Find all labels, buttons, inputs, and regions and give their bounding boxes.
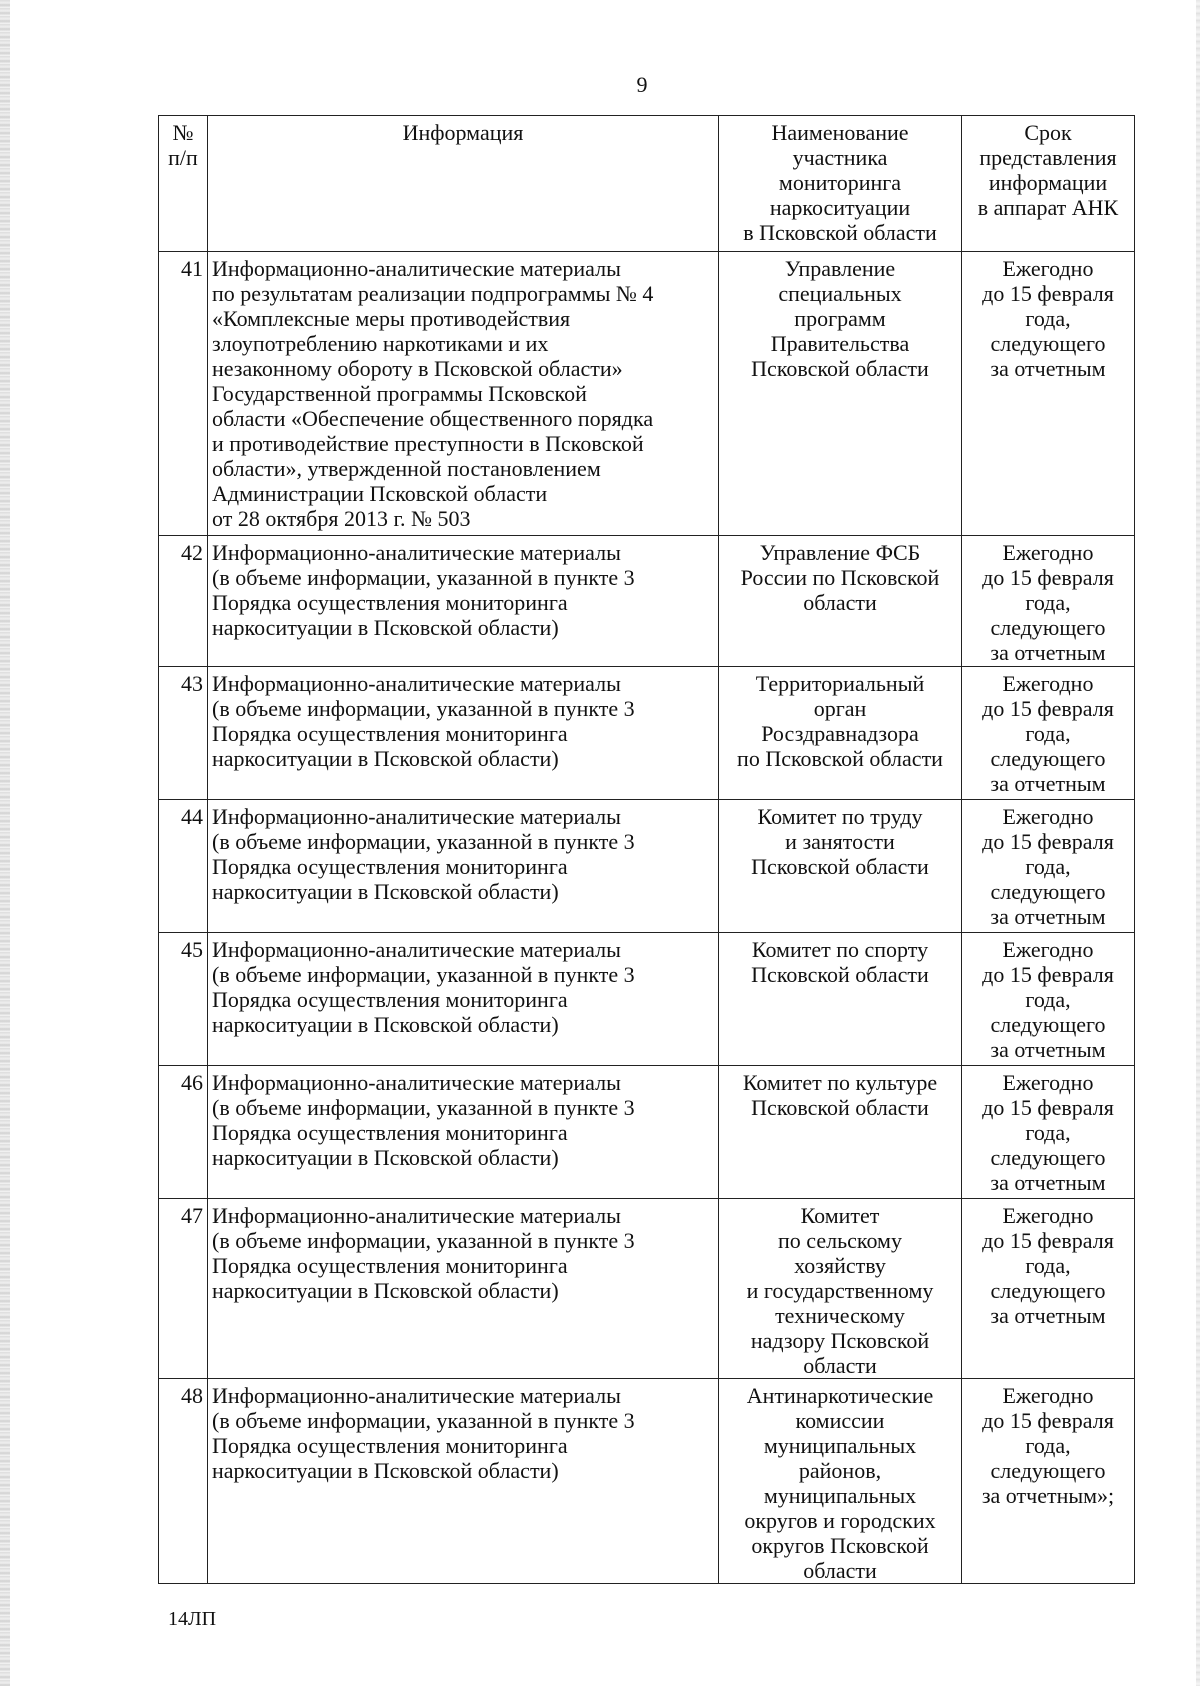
row-term: Ежегодно до 15 февраля года, следующего за отчетным bbox=[962, 1066, 1135, 1199]
row-info: Информационно-аналитические материалы (в объеме информации, указанной в пункте 3 Порядка осуществления мониторинга наркоситуации в Псковской области) bbox=[208, 667, 719, 800]
row-num: 41 bbox=[159, 252, 208, 536]
row-term: Ежегодно до 15 февраля года, следующего за отчетным bbox=[962, 1199, 1135, 1379]
row-num: 42 bbox=[159, 536, 208, 667]
row-term: Ежегодно до 15 февраля года, следующего за отчетным»; bbox=[962, 1379, 1135, 1584]
row-participant: Территориальный орган Росздравнадзора по Псковской области bbox=[719, 667, 962, 800]
row-term: Ежегодно до 15 февраля года, следующего за отчетным bbox=[962, 536, 1135, 667]
row-num: 45 bbox=[159, 933, 208, 1066]
row-info: Информационно-аналитические материалы (в объеме информации, указанной в пункте 3 Порядка осуществления мониторинга наркоситуации в Псковской области) bbox=[208, 933, 719, 1066]
table-row bbox=[159, 1379, 1135, 1584]
table-row bbox=[159, 252, 1135, 536]
footer-code: 14ЛП bbox=[168, 1608, 217, 1630]
row-participant: Комитет по сельскому хозяйству и государственному техническому надзору Псковской области bbox=[719, 1199, 962, 1379]
table-row bbox=[159, 1199, 1135, 1379]
row-info: Информационно-аналитические материалы (в объеме информации, указанной в пункте 3 Порядка осуществления мониторинга наркоситуации в Псковской области) bbox=[208, 1199, 719, 1379]
table-row bbox=[159, 667, 1135, 800]
row-info: Информационно-аналитические материалы по результатам реализации подпрограммы № 4 «Комплексные меры противодействия злоупотреблению наркотиками и их незаконному обороту в Псковской области» Государственной программы Псковской области «Обеспечение общественного порядка и противодействие преступности в Псковской области», утвержденной постановлением Администрации Псковской области от 28 октября 2013 г. № 503 bbox=[208, 252, 719, 536]
row-num: 44 bbox=[159, 800, 208, 933]
row-num: 43 bbox=[159, 667, 208, 800]
row-participant: Управление ФСБ России по Псковской области bbox=[719, 536, 962, 667]
header-participant: Наименование участника мониторинга наркоситуации в Псковской области bbox=[719, 116, 962, 252]
table-header-row bbox=[159, 116, 1135, 252]
table-row bbox=[159, 1066, 1135, 1199]
row-participant: Комитет по труду и занятости Псковской области bbox=[719, 800, 962, 933]
monitoring-table bbox=[158, 115, 1135, 1584]
table-row bbox=[159, 536, 1135, 667]
row-info: Информационно-аналитические материалы (в объеме информации, указанной в пункте 3 Порядка осуществления мониторинга наркоситуации в Псковской области) bbox=[208, 1379, 719, 1584]
page-number: 9 bbox=[636, 72, 648, 97]
row-term: Ежегодно до 15 февраля года, следующего за отчетным bbox=[962, 800, 1135, 933]
scan-edge-right bbox=[1196, 0, 1200, 1686]
row-participant: Комитет по спорту Псковской области bbox=[719, 933, 962, 1066]
row-term: Ежегодно до 15 февраля года, следующего за отчетным bbox=[962, 252, 1135, 536]
row-participant: Управление специальных программ Правительства Псковской области bbox=[719, 252, 962, 536]
row-term: Ежегодно до 15 февраля года, следующего за отчетным bbox=[962, 933, 1135, 1066]
row-participant: Комитет по культуре Псковской области bbox=[719, 1066, 962, 1199]
scan-edge-left bbox=[0, 0, 10, 1686]
header-term: Срок представления информации в аппарат АНК bbox=[962, 116, 1135, 252]
row-term: Ежегодно до 15 февраля года, следующего за отчетным bbox=[962, 667, 1135, 800]
header-info: Информация bbox=[208, 116, 719, 252]
row-info: Информационно-аналитические материалы (в объеме информации, указанной в пункте 3 Порядка осуществления мониторинга наркоситуации в Псковской области) bbox=[208, 800, 719, 933]
row-info: Информационно-аналитические материалы (в объеме информации, указанной в пункте 3 Порядка осуществления мониторинга наркоситуации в Псковской области) bbox=[208, 536, 719, 667]
row-info: Информационно-аналитические материалы (в объеме информации, указанной в пункте 3 Порядка осуществления мониторинга наркоситуации в Псковской области) bbox=[208, 1066, 719, 1199]
row-num: 48 bbox=[159, 1379, 208, 1584]
table-row bbox=[159, 800, 1135, 933]
row-num: 46 bbox=[159, 1066, 208, 1199]
row-participant: Антинаркотические комиссии муниципальных районов, муниципальных округов и городских округов Псковской области bbox=[719, 1379, 962, 1584]
header-num: № п/п bbox=[159, 116, 208, 252]
row-num: 47 bbox=[159, 1199, 208, 1379]
table-row bbox=[159, 933, 1135, 1066]
